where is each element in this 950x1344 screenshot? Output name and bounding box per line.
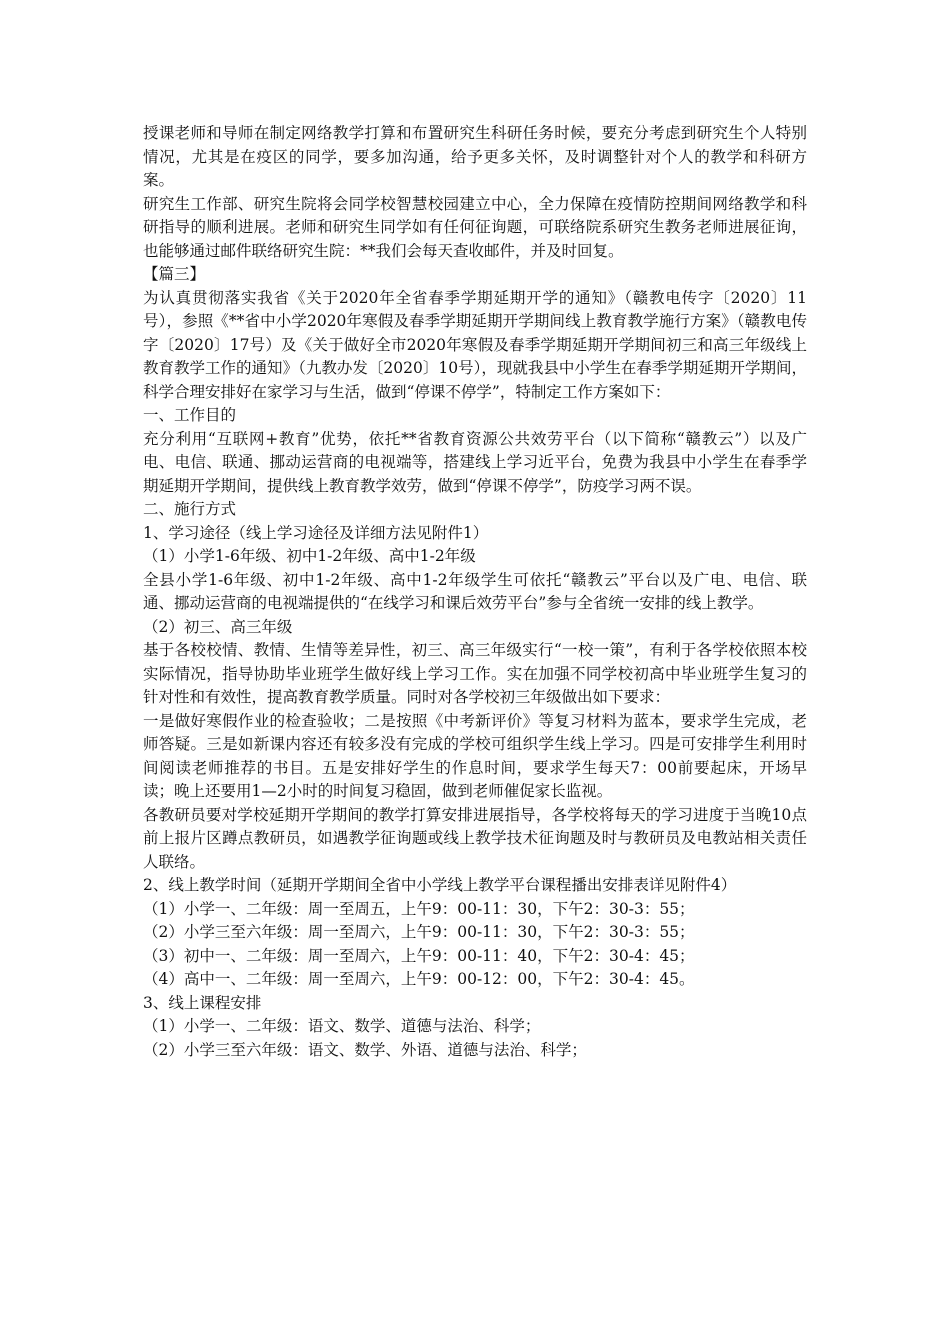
paragraph-grades-1: 全县小学1-6年级、初中1-2年级、高中1-2年级学生可依托“赣教云”平台以及广电、电信、联通、挪动运营商的电视端提供的“在线学习和课后效劳平台”参与全省统一安排的线上教学。 [143, 570, 807, 612]
paragraph-work-purpose: 充分利用“互联网+教育”优势，依托**省教育资源公共效劳平台（以下简称“赣教云”）以及广电、电信、联通、挪动运营商的电视端等，搭建线上学习近平台，免费为我县中小学生在春季学期延期开学期间，提供线上教育教学效劳，做到“停课不停学”，防疫学习两不误。 [143, 429, 807, 495]
schedule-line-1: （1）小学一、二年级：周一至周五，上午9：00-11：30，下午2：30-3：55； [143, 899, 695, 918]
heading-teaching-time: 2、线上教学时间（延期开学期间全省中小学线上教学平台课程播出安排表详见附件4） [143, 876, 737, 894]
heading-work-purpose: 一、工作目的 [143, 406, 237, 424]
course-line-1: （1）小学一、二年级：语文、数学、道德与法治、科学； [143, 1017, 541, 1035]
heading-learning-path: 1、学习途径（线上学习途径及详细方法见附件1） [143, 523, 489, 542]
heading-course-arrangement: 3、线上课程安排 [143, 993, 262, 1012]
paragraph-requirements: 一是做好寒假作业的检查验收；二是按照《中考新评价》等复习材料为蓝本，要求学生完成，老师答疑。三是如新课内容还有较多没有完成的学校可组织学生线上学习。四是可安排学生利用时间阅读老师推荐的书目。五是安排好学生的作息时间，要求学生每天7：00前要起床，开场早读；晚上还要用1—2小时的时间复习稳固，做到老师催促家长监视。 [143, 711, 807, 800]
document-body [143, 122, 807, 1062]
subheading-grades-1: （1）小学1-6年级、初中1-2年级、高中1-2年级 [143, 547, 476, 565]
course-line-2: （2）小学三至六年级：语文、数学、外语、道德与法治、科学； [143, 1040, 587, 1059]
paragraph-grades-2: 基于各校校情、教情、生情等差异性，初三、高三年级实行“一校一策”，有利于各学校依照本校实际情况，指导协助毕业班学生做好线上学习工作。实在加强不同学校初高中毕业班学生复习的针对性和有效性，提高教育教学质量。同时对各学校初三年级做出如下要求： [143, 641, 807, 706]
paragraph-graduate-support: 研究生工作部、研究生院将会同学校智慧校园建立中心，全力保障在疫情防控期间网络教学和科研指导的顺利进展。老师和研究生同学如有任何征询题，可联络院系研究生教务老师进展征询，也能够通过邮件联络研究生院：**我们会每天查收邮件，并及时回复。 [143, 194, 807, 260]
heading-implementation: 二、施行方式 [143, 500, 237, 518]
paragraph-teacher-care: 授课老师和导师在制定网络教学打算和布置研究生科研任务时候，要充分考虑到研究生个人特别情况，尤其是在疫区的同学，要多加沟通，给予更多关怀，及时调整针对个人的教学和科研方案。 [143, 124, 807, 189]
section-heading-part-three: 【篇三】 [143, 265, 206, 283]
subheading-grades-2: （2）初三、高三年级 [143, 617, 293, 636]
schedule-line-2: （2）小学三至六年级：周一至周六，上午9：00-11：30，下午2：30-3：55； [143, 923, 695, 941]
schedule-line-3: （3）初中一、二年级：周一至周六，上午9：00-11：40，下午2：30-4：45； [143, 946, 695, 965]
schedule-line-4: （4）高中一、二年级：周一至周六，上午9：00-12：00，下午2：30-4：45。 [143, 970, 695, 988]
paragraph-intro: 为认真贯彻落实我省《关于2020年全省春季学期延期开学的通知》（赣教电传字〔2020〕11号），参照《**省中小学2020年寒假及春季学期延期开学期间线上教育教学施行方案》（赣教电传字〔2020〕17号）及《关于做好全市2020年寒假及春季学期延期开学期间初三和高三年级线上教育教学工作的通知》（九教办发〔2020〕10号），现就我县中小学生在春季学期延期开学期间，科学合理安排好在家学习与生活，做到“停课不停学”，特制定工作方案如下： [143, 288, 807, 401]
paragraph-researchers: 各教研员要对学校延期开学期间的教学打算安排进展指导，各学校将每天的学习进度于当晚10点前上报片区蹲点教研员，如遇教学征询题或线上教学技术征询题及时与教研员及电教站相关责任人联络。 [143, 805, 807, 871]
